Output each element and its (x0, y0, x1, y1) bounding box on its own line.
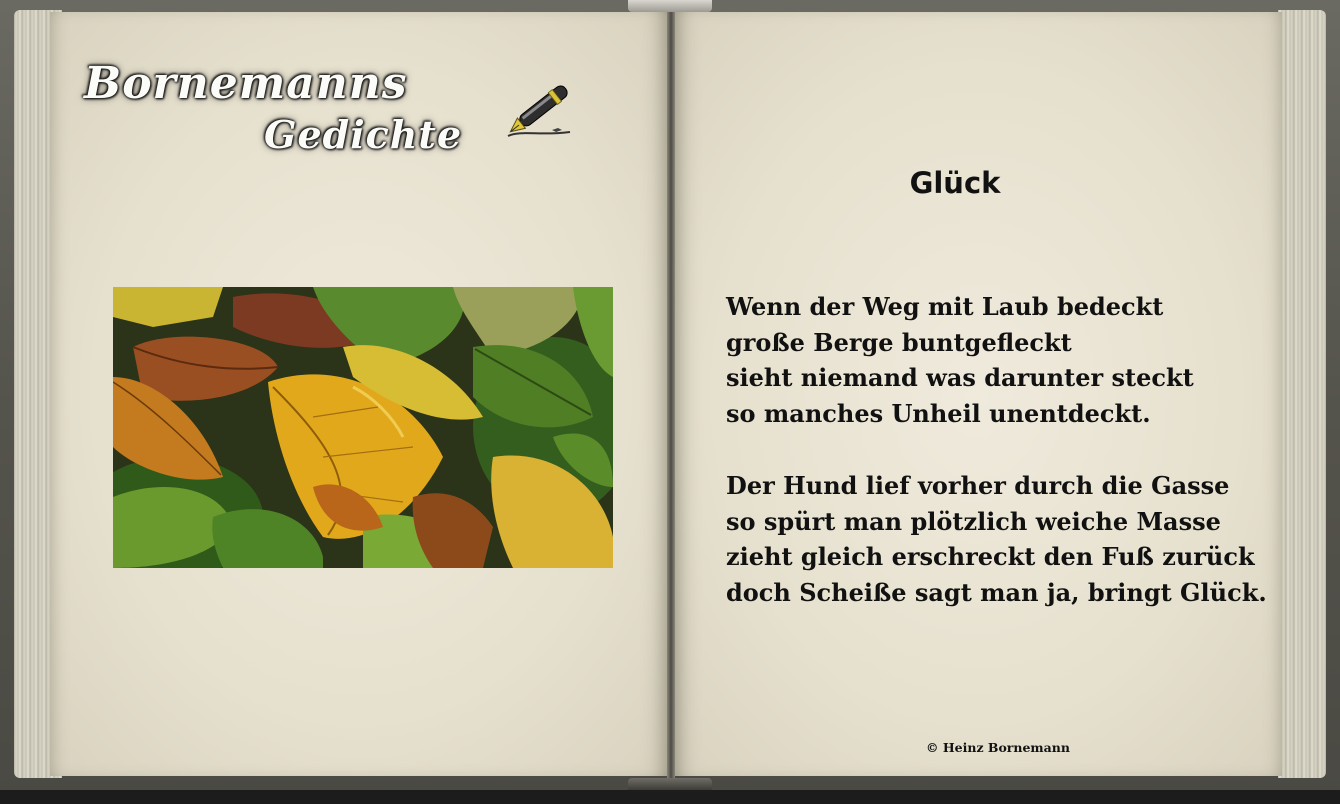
copyright-notice: © Heinz Bornemann (926, 740, 1070, 755)
bottom-clasp (628, 778, 712, 790)
poem-line: zieht gleich erschreckt den Fuß zurück (726, 542, 1255, 572)
poem-line: sieht niemand was darunter steckt (726, 363, 1194, 393)
poem-line: so manches Unheil unentdeckt. (726, 399, 1151, 429)
poem-line: große Berge buntgefleckt (726, 327, 1072, 357)
book-spine (667, 8, 675, 780)
logo-title-line1: Bornemanns (84, 58, 408, 109)
poem-line: Wenn der Weg mit Laub bedeckt (726, 292, 1164, 321)
book-bottom-edge (0, 790, 1340, 804)
autumn-leaves-image (113, 287, 613, 568)
top-clasp (628, 0, 712, 12)
poem-line: doch Scheiße sagt man ja, bringt Glück. (726, 578, 1267, 608)
poem-line: Der Hund lief vorher durch die Gasse (726, 471, 1230, 500)
poem-title: Glück (909, 166, 1001, 200)
fountain-pen-icon (500, 74, 578, 140)
right-page-edges (1278, 10, 1326, 778)
poem-stanza-2 (726, 468, 1267, 611)
poem-stanza-1 (726, 289, 1194, 432)
logo-title-line2: Gedichte (264, 112, 463, 157)
poem-line: so spürt man plötzlich weiche Masse (726, 506, 1221, 536)
